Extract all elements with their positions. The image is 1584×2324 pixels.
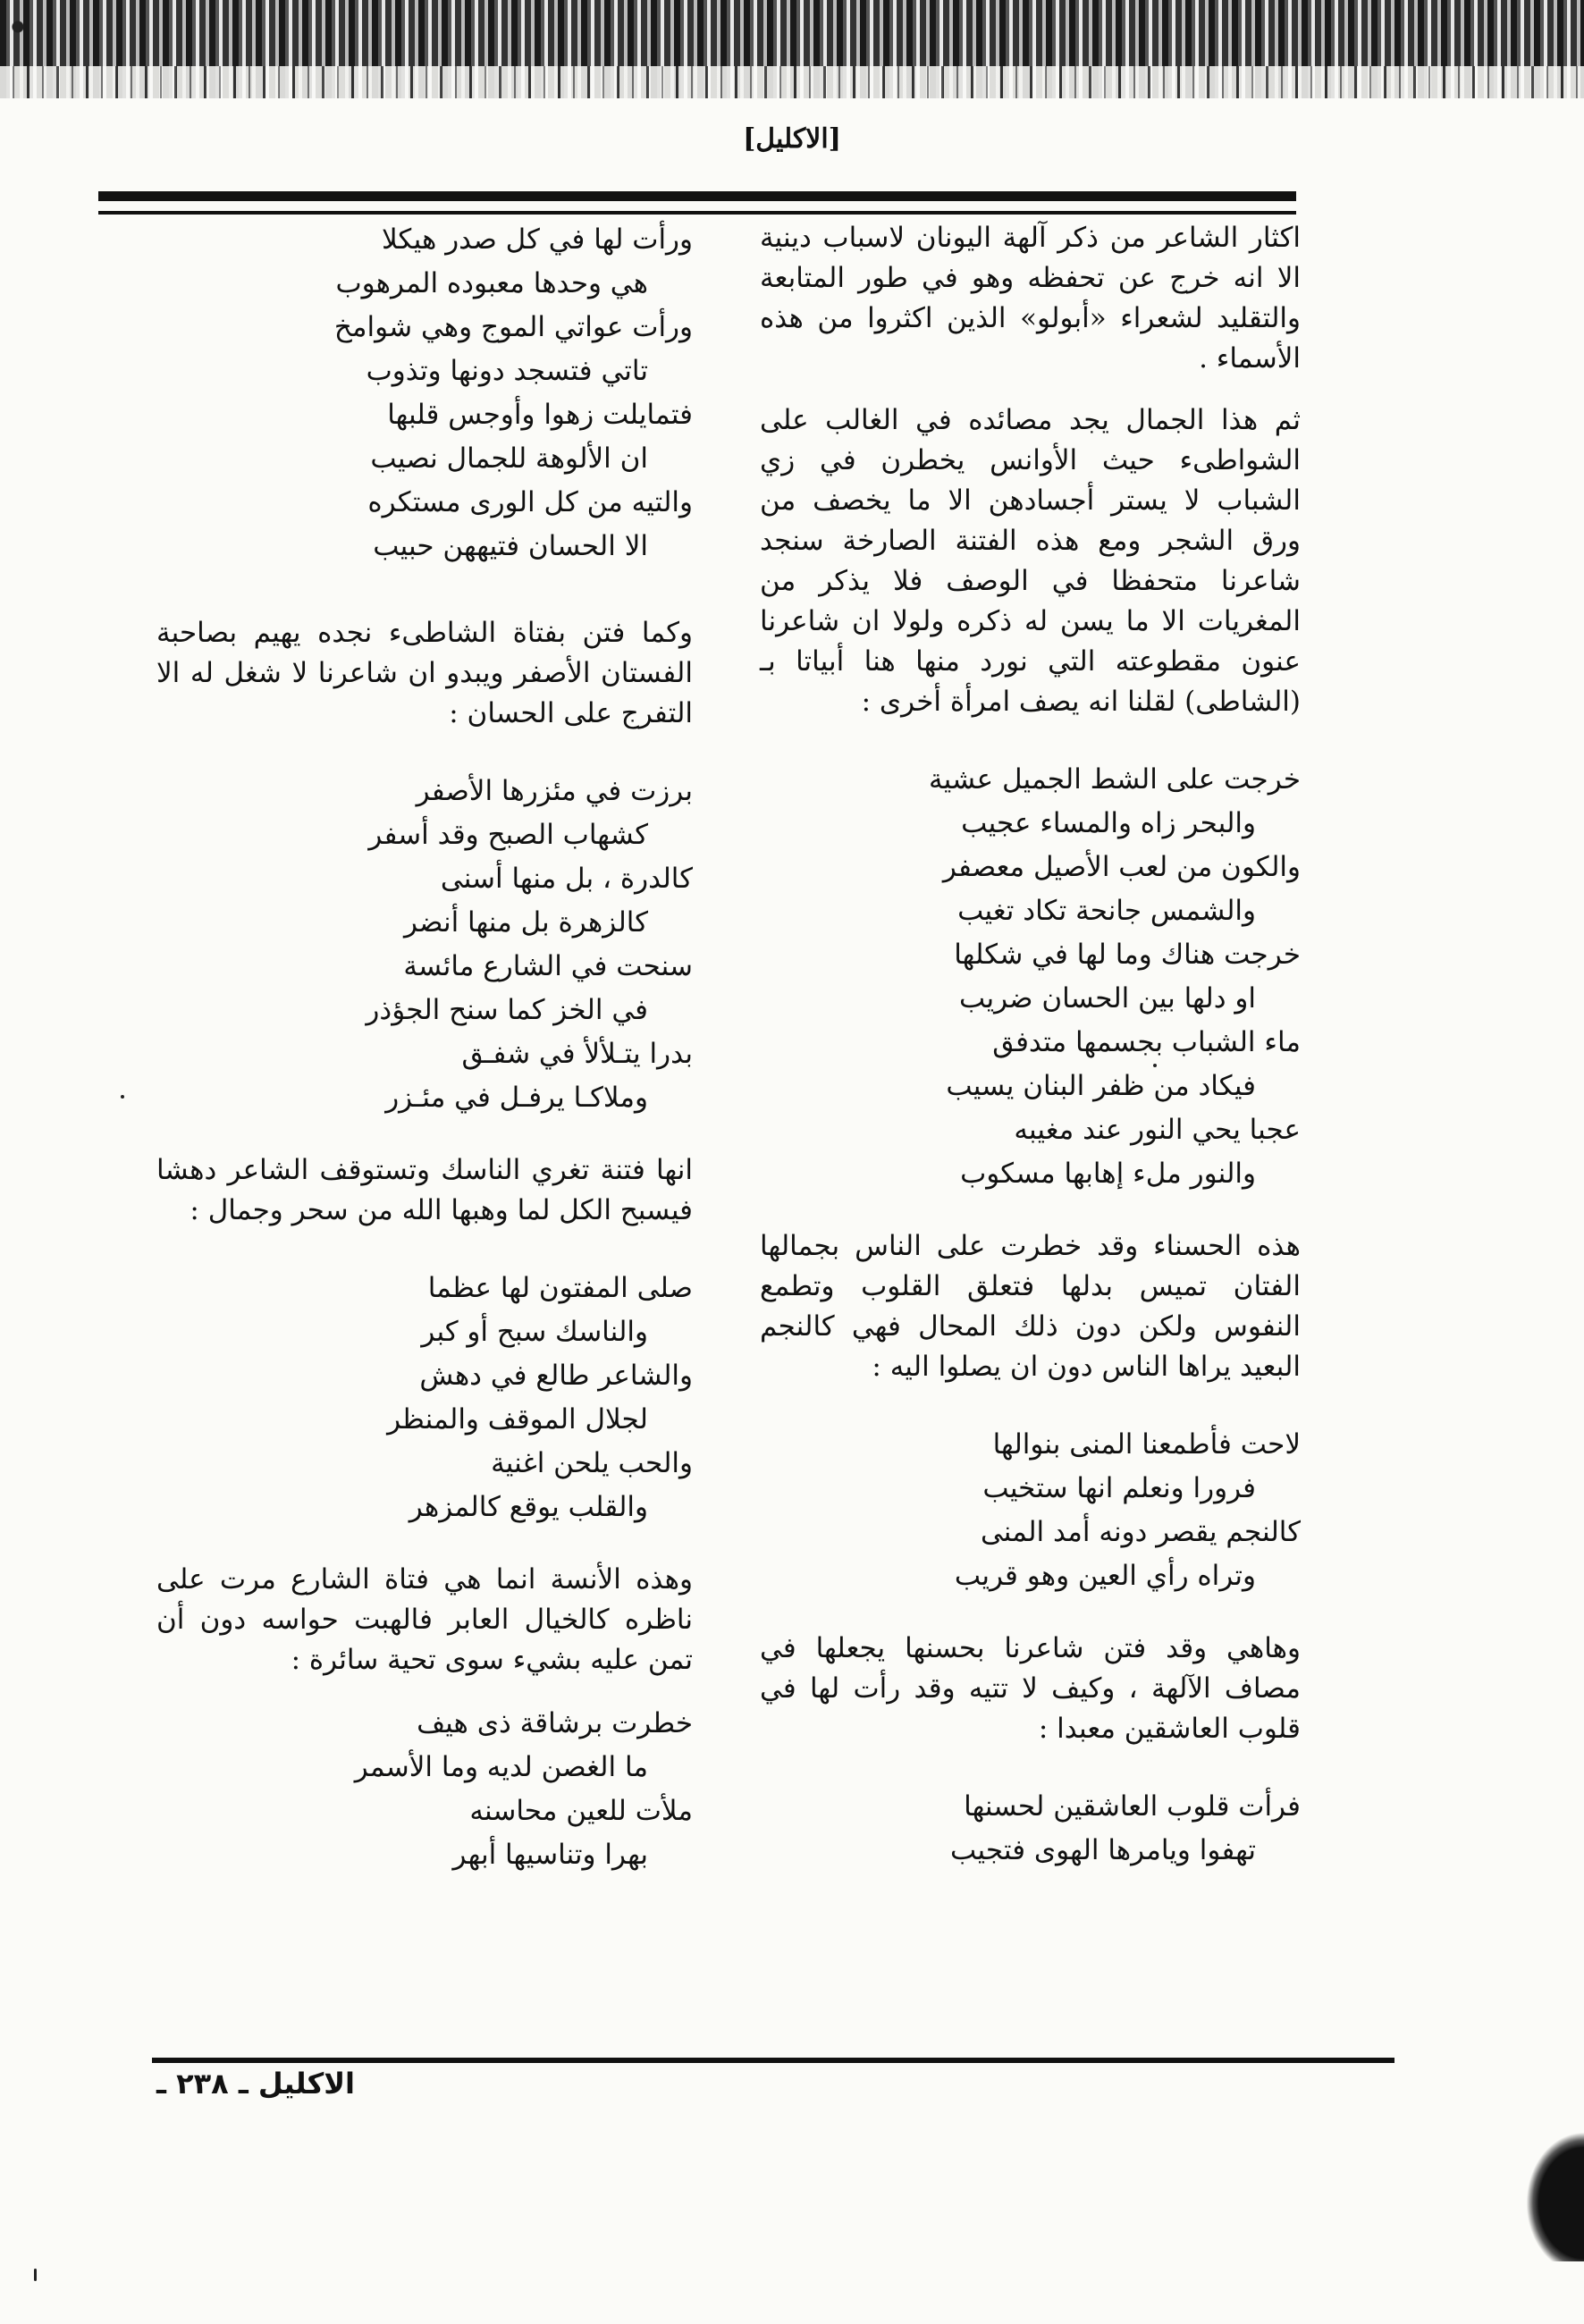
paragraph: اكثار الشاعر من ذكر آلهة اليونان لاسباب دينية الا انه خرج عن تحفظه وهو في طور المتابعة والتقليد لشعراء «أبولو» الذين اكثروا من هذه الأسماء .: [760, 222, 1301, 375]
poem-line: ان الألوهة للجمال نصيب: [370, 442, 648, 475]
poem-line: كالنجم يقصر دونه أمد المنى: [980, 1516, 1301, 1548]
paragraph: وهاهي وقد فتن شاعرنا بحسنها يجعلها في مصاف الآلهة ، وكيف لا تتيه وقد رأت لها في قلوب العاشقين معبدا :: [760, 1632, 1301, 1745]
poem-line: ورأت عواتي الموج وهي شوامخ: [333, 311, 693, 343]
poem: [760, 1785, 1301, 1873]
poem-line: وتراه رأي العين وهو قريب: [954, 1560, 1256, 1592]
paragraph: انها فتنة تغري الناسك وتستوقف الشاعر دهشا فيسبح الكل لما وهبها الله من سحر وجمال :: [156, 1154, 693, 1226]
left-column: [156, 218, 693, 1907]
poem-line: برزت في مئزرها الأصفر: [416, 775, 693, 807]
poem: [156, 1267, 693, 1529]
poem-line: هي وحدها معبوده المرهوب: [335, 267, 648, 299]
poem-line: كشهاب الصبح وقد أسفر: [368, 819, 648, 851]
scan-top-edge-noise: [0, 0, 1584, 98]
poem: [156, 1702, 693, 1877]
poem-line: والتيه من كل الورى مستكره: [367, 486, 693, 518]
poem-line: لجلال الموقف والمنظر: [387, 1403, 648, 1436]
poem-line: ما الغصن لديه وما الأسمر: [354, 1751, 648, 1783]
poem-line: خطرت برشاقة ذى هيف: [417, 1707, 693, 1739]
poem-line: والشاعر طالع في دهش: [419, 1360, 693, 1392]
paragraph: وكما فتن بفتاة الشاطىء نجده يهيم بصاحبة الفستان الأصفر ويبدو ان شاعرنا لا شغل له الا التفرج على الحسان :: [156, 617, 693, 729]
header-rule-thick: [98, 191, 1296, 201]
footer-rule: [152, 2058, 1394, 2063]
poem-line: والناسك سبح أو كبر: [421, 1316, 648, 1348]
poem-line: فرأت قلوب العاشقين لحسنها: [964, 1790, 1301, 1823]
poem-line: ملأت للعين محاسنه: [469, 1795, 693, 1827]
paragraph: ثم هذا الجمال يجد مصائده في الغالب على الشواطىء حيث الأوانس يخطرن في زي الشباب لا يستر أجسادهن الا ما يخصف من ورق الشجر ومع هذه الفتنة الصارخة سنجد شاعرنا متحفظا في الوصف فلا يذكر من المغريات الا ما يسن له ذكره ولولا ان شاعرنا عنون مقطوعته التي نورد منها هنا أبياتا بـ (الشاطى) لقلنا انه يصف امرأة أخرى :: [760, 404, 1301, 718]
poem-line: والكون من لعب الأصيل معصفر: [942, 851, 1301, 883]
poem-line: ورأت لها في كل صدر هيكلا: [382, 223, 693, 256]
poem-line: بهرا وتناسيها أبهر: [452, 1839, 648, 1871]
poem-line: كالزهرة بل منها أنضر: [403, 906, 648, 939]
page-folio: الاكليل ـ ٢٣٨ ـ: [156, 2067, 355, 2101]
poem-line: فتمايلت زهوا وأوجس قلبها: [387, 399, 693, 431]
running-head: [الاكليل]: [743, 123, 841, 155]
scan-corner-shadow: [1526, 2132, 1584, 2261]
poem-line: كالدرة ، بل منها أسنى: [440, 863, 693, 895]
poem-line: فرورا ونعلم انها ستخيب: [982, 1472, 1256, 1504]
poem: [760, 758, 1301, 1196]
poem-line: والحب يلحن اغنية: [491, 1447, 693, 1479]
paragraph: هذه الحسناء وقد خطرت على الناس بجمالها الفتان تميس بدلها فتعلق القلوب وتطمع النفوس ولكن دون ذلك المحال فهي كالنجم البعيد يراها الناس دون ان يصلوا اليه :: [760, 1230, 1301, 1383]
poem-line: فيكاد من ظفر البنان يسيب: [946, 1070, 1256, 1102]
poem-line: الا الحسان فتيههن حبيب: [373, 530, 648, 562]
poem-line: ماء الشباب بجسمها متدفق: [992, 1026, 1301, 1058]
paragraph: وهذه الأنسة انما هي فتاة الشارع مرت على ناظره كالخيال العابر فالهبت حواسه دون أن تمن عليه بشيء سوى تحية سائرة :: [156, 1563, 693, 1676]
poem-line: وملاكـا يرفـل في مئـزر: [385, 1082, 648, 1114]
poem-line: صلى المفتون لها عظما: [427, 1272, 693, 1304]
scan-speck: [121, 1095, 124, 1099]
poem-line: عجبا يحي النور عند مغيبه: [1014, 1114, 1301, 1146]
poem-line: والنور ملء إهابها مسكوب: [960, 1158, 1256, 1190]
scan-speck: [34, 2269, 37, 2281]
poem-line: في الخز كما سنح الجؤذر: [366, 994, 648, 1026]
poem-line: لاحت فأطمعنا المنى بنوالها: [992, 1428, 1301, 1461]
poem: [156, 770, 693, 1120]
poem: [760, 1423, 1301, 1598]
poem-line: تاتي فتسجد دونها وتذوب: [366, 355, 648, 387]
poem-line: او دلها بين الحسان ضريب: [959, 982, 1256, 1015]
poem: [156, 218, 693, 568]
poem-line: تهفوا ويامرها الهوى فتجيب: [950, 1834, 1256, 1866]
poem-line: والبحر زاه والمساء عجيب: [961, 807, 1256, 839]
poem-line: والقلب يوقع كالمزهر: [409, 1491, 648, 1523]
poem-line: سنحت في الشارع مائسة: [403, 950, 693, 982]
header-rule-thin: [98, 211, 1296, 215]
poem-line: والشمس جانحة تكاد تغيب: [957, 895, 1256, 927]
right-column: [760, 218, 1301, 1903]
poem-line: بدرا يتـلألأ في شفـق: [461, 1038, 693, 1070]
poem-line: خرجت على الشط الجميل عشية: [929, 763, 1301, 796]
poem-line: خرجت هناك وما لها في شكلها: [954, 939, 1301, 971]
